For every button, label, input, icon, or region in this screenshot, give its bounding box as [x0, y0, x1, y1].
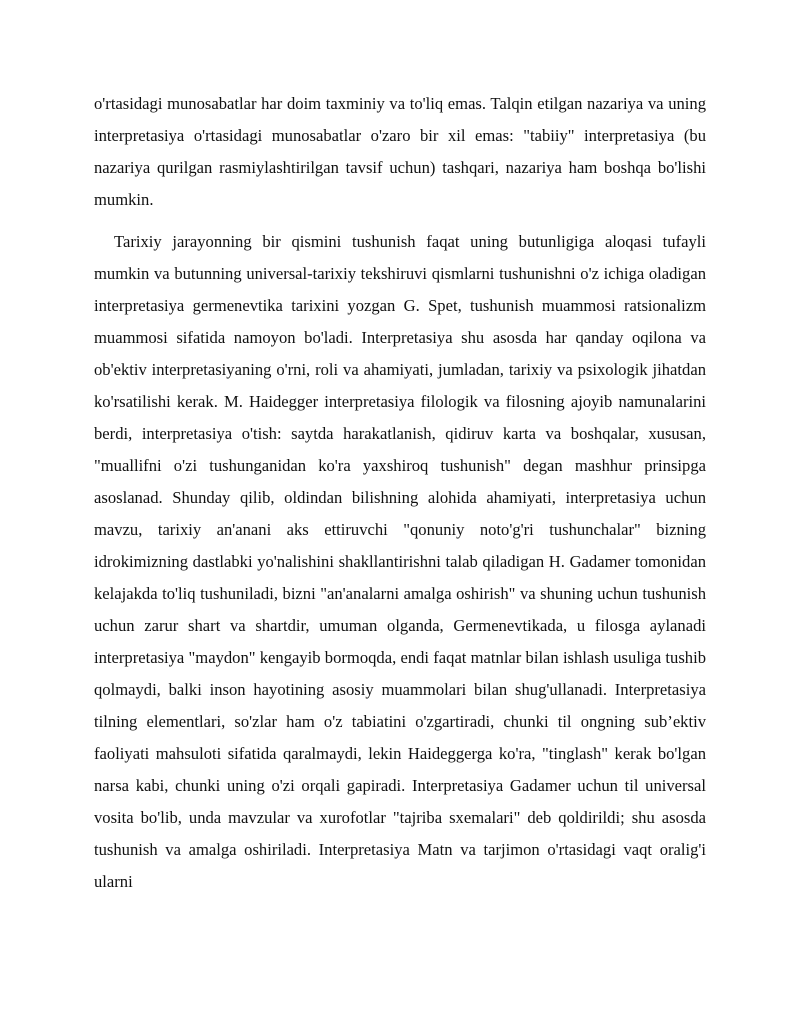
paragraph-1: o'rtasidagi munosabatlar har doim taxminiy va to'liq emas. Talqin etilgan nazariya va uning interpretasiya o'rtasidagi munosabatlar o'zaro bir xil emas: "tabiiy" interpretasiya (bu nazariya qurilgan rasmiylashtirilgan tavsif uchun) tashqari, nazariya ham boshqa bo'lishi mumkin. — [94, 94, 706, 209]
document-page — [94, 88, 706, 898]
paragraph-2: Tarixiy jarayonning bir qismini tushunish faqat uning butunligiga aloqasi tufayli mumkin va butunning universal-tarixiy tekshiruvi qismlarni tushunishni o'z ichiga oladigan interpretasiya germenevtika tarixini yozgan G. Spet, tushunish muammosi ratsionalizm muammosi sifatida namoyon bo'ladi. Interpretasiya shu asosda har qanday oqilona va ob'ektiv interpretasiyaning o'rni, roli va ahamiyati, jumladan, tarixiy va psixologik jihatdan ko'rsatilishi kerak. M. Haidegger interpretasiya filologik va filosning ajoyib namunalarini berdi, interpretasiya o'tish: saytda harakatlanish, qidiruv karta va boshqalar, xususan, "muallifni o'zi tushunganidan ko'ra yaxshiroq tushunish" degan mashhur prinsipga asoslanad. Shunday qilib, oldindan bilishning alohida ahamiyati, interpretasiya uchun mavzu, tarixiy an'anani aks ettiruvchi "qonuniy noto'g'ri tushunchalar" bizning idrokimizning dastlabki yo'nalishini shakllantirishni talab qiladigan H. Gadamer tomonidan kelajakda to'liq tushuniladi, bizni "an'analarni amalga oshirish" va shuning uchun tushunish uchun zarur shart va shartdir, umuman olganda, Germenevtikada, u filosga aylanadi interpretasiya "maydon" kengayib bormoqda, endi faqat matnlar bilan ishlash usuliga tushib qolmaydi, balki inson hayotining asosiy muammolari bilan shug'ullanadi. Interpretasiya tilning elementlari, so'zlar ham o'z tabiatini o'zgartiradi, chunki til ongning sub’ektiv faoliyati mahsuloti sifatida qaralmaydi, lekin Haideggerga ko'ra, "tinglash" kerak bo'lgan narsa kabi, chunki uning o'zi orqali gapiradi. Interpretasiya Gadamer uchun til universal vosita bo'lib, unda mavzular va xurofotlar "tajriba sxemalari" deb qoldirildi; shu asosda tushunish va amalga oshiriladi. Interpretasiya Matn va tarjimon o'rtasidagi vaqt oralig'i ularni — [94, 232, 706, 891]
